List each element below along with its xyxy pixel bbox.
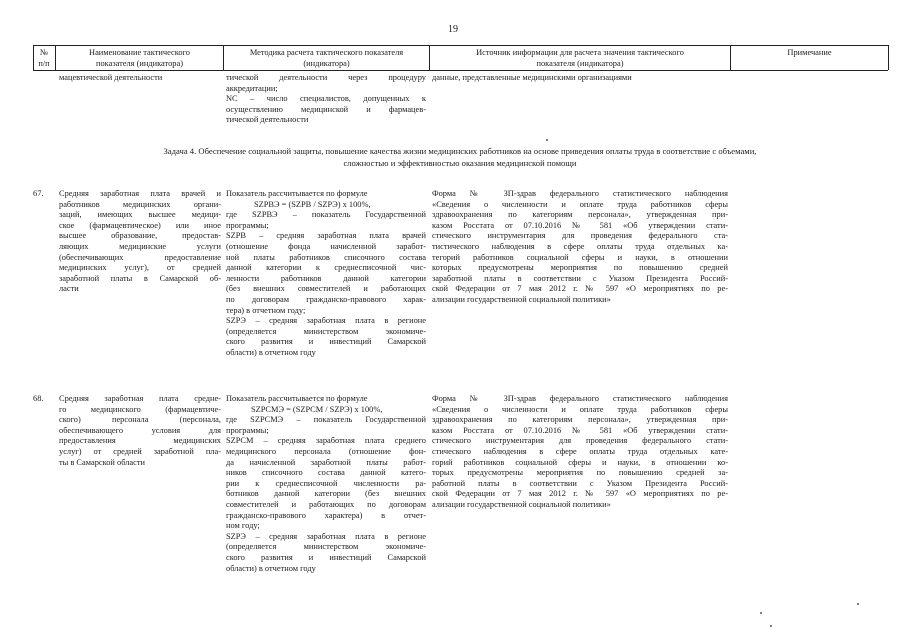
row-67-formula: SZPВЭ = (SZPВ / SZPЭ) x 100%, — [254, 199, 371, 209]
task-heading: Задача 4. Обеспечение социальной защиты, повышение качества жизни медицинских работников на основе приведения оплаты труда в соответствие с объемами, сложностью и эффективностью оказания медицинской помощи — [163, 146, 757, 168]
scan-speck — [546, 139, 548, 141]
carryover-method: тической деятельности через процедуру аккредитации; NС – число специалистов, допущенных к осуществлению медицинской и фармацев- тической деятельности — [226, 73, 426, 125]
row-68-source: Форма № ЗП-здрав федерального статистического наблюдения «Сведения о численности и оплате труда работников сферы здравоохранения по категориям персонала», утвержденная при- казом Росстата от 07.10.2016 № 581 «Об утверждении стати- стического инструментария для проведения федерального стати- стического наблюдения в сфере оплаты труда отдельных кате- горий работников социальной сферы и науки, в отношении ко- торых предусмотрены мероприятия по повышению средней за- работной платы в соответствии с Указом Президента Россий- ской Федерации от 7 мая 2012 г. № 597 «О мероприятиях по ре- ализации государственной социальной политики» — [432, 394, 728, 509]
scan-speck — [770, 625, 772, 627]
header-bottom-rule — [33, 70, 888, 71]
header-col-source: Источник информации для расчета значения тактического показателя (индикатора) — [476, 48, 684, 68]
header-col-note: Примечание — [787, 48, 832, 57]
carryover-name: мацевтической деятельности — [59, 73, 163, 82]
header-divider — [888, 45, 889, 70]
header-col-number: № п/п — [38, 48, 50, 68]
row-67-name: Средняя заработная плата врачей и работников медицинских органи- заций, имеющих высшее медици- ское (фармацевтическое) или иное высшее образование, предостав- ляющих медицинские услуги (обеспечивающих предоставление медицинских услуг), от средней заработной платы в Самарской об- ласти — [59, 189, 221, 294]
header-top-rule — [33, 45, 888, 46]
carryover-source: данные, представленные медицинскими организациями — [432, 73, 632, 82]
row-67-method: Показатель рассчитывается по формуле SZPВЭ = (SZPВ / SZPЭ) x 100%, где SZPВЭ – показатель Государственной программы; SZPВ – средняя заработная плата врачей (отношение фонда начисленной заработ- ной платы работников списочного состава данной категории к среднесписочной чис- ленности работников данной категории (без внешних совместителей и работающих по договорам гражданско-правового харак- тера) в отчетном году; SZPЭ – средняя заработная плата в регионе (определяется министерством экономиче- ского развития и инвестиций Самарской области) в отчетном году — [226, 189, 426, 357]
row-68-name: Средняя заработная плата средне- го медицинского (фармацевтиче- ского) персонала (персонала, обеспечивающего условия для предоставления медицинских услуг) от средней заработной пла- ты в Самарской области — [59, 394, 221, 467]
row-68-formula: SZPСМЭ = (SZPСМ / SZPЭ) x 100%, — [251, 404, 383, 414]
row-67-source: Форма № ЗП-здрав федерального статистического наблюдения «Сведения о численности и оплате труда работников сферы здравоохранения по категориям персонала», утвержденная при- казом Росстата от 07.10.2016 № 581 «Об утверждении стати- стического инструментария для проведения федерального ста- тистического наблюдения в сфере оплаты труда отдельных ка- тегорий работников социальной сферы и науки, в отношении которых предусмотрены мероприятия по повышению средней заработной платы в соответствии с Указом Президента Россий- ской Федерации от 7 мая 2012 г. № 597 «О мероприятиях по ре- ализации государственной социальной политики» — [432, 189, 728, 304]
scan-speck — [760, 612, 762, 614]
row-68-number: 68. — [33, 394, 44, 403]
row-68-method: Показатель рассчитывается по формуле SZPСМЭ = (SZPСМ / SZPЭ) x 100%, где SZPСМЭ – показатель Государственной программы; SZPСМ – средняя заработная плата среднего медицинского персонала (отношение фон- да начисленной заработной платы работ- ников списочного состава данной катего- рии к среднесписочной численности ра- ботников данной категории (без внешних совместителей и работающих по договорам гражданско-правового характера) в отчет- ном году; SZPЭ – средняя заработная плата в регионе (определяется министерством экономиче- ского развития и инвестиций Самарской области) в отчетном году — [226, 394, 426, 573]
row-67-number: 67. — [33, 189, 44, 198]
page-number: 19 — [448, 24, 458, 35]
scan-speck — [857, 603, 859, 605]
header-col-name: Наименование тактического показателя (индикатора) — [89, 48, 190, 68]
header-col-method: Методика расчета тактического показателя (индикатора) — [249, 48, 404, 68]
